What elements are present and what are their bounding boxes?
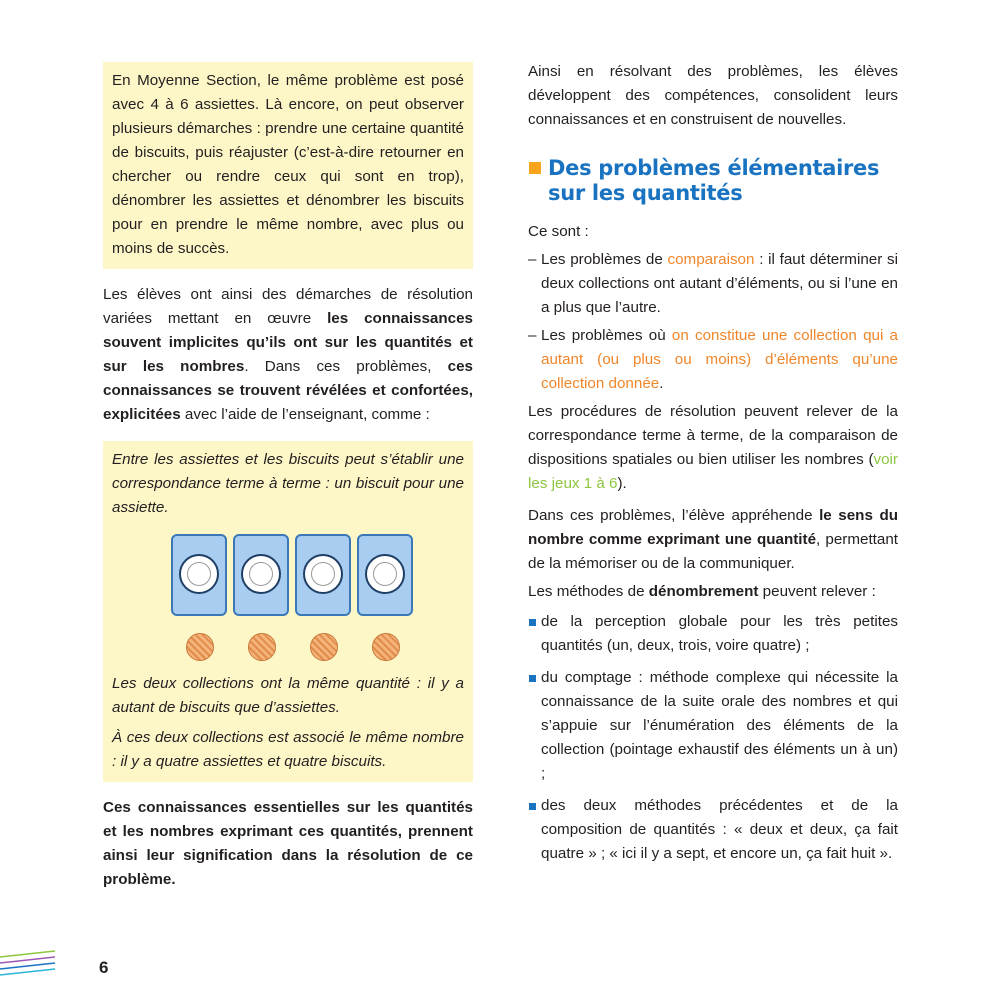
bullet-perception: de la perception globale pour les très petites quantités (un, deux, trois, voire quatre) ; (528, 610, 898, 658)
decorative-lines (0, 945, 60, 985)
example-box (103, 441, 473, 782)
highlight-comparaison: comparaison (667, 251, 755, 268)
square-bullet-icon (529, 803, 536, 810)
plate-card (171, 534, 227, 616)
square-bullet-icon (529, 675, 536, 682)
paragraph-methodes: Les méthodes de dénombrement peuvent relever : (528, 583, 876, 600)
box-text: En Moyenne Section, le même problème est posé avec 4 à 6 assiettes. Là encore, on peut observer plusieurs démarches : prendre une certaine quantité de biscuits, puis réajuster (c’est-à-dire retourner en chercher ou rendre ceux qui sont en trop), dénombrer les assiettes et dénombrer les biscuits pour en prendre le même nombre, avec plus ou moins de succès. (112, 72, 464, 257)
bullet-comptage: du comptage : méthode complexe qui nécessite la connaissance de la suite orale des nombres et qui s’appuie sur l’énumération des éléments de la collection (pointage exhaustif des éléments un à un) ; (528, 666, 898, 786)
heading-line-1: Des problèmes élémentaires (548, 156, 880, 180)
section-heading (528, 156, 898, 206)
list-item-comparaison: – Les problèmes de comparaison : il faut déterminer si deux collections ont autant d’éléments, ou si l’une en a plus que l’autre. (528, 248, 898, 320)
example-intro: Entre les assiettes et les biscuits peut s’établir une correspondance terme à terme : un biscuit pour une assiette. (112, 451, 464, 516)
paragraph-sens-nombre: Dans ces problèmes, l’élève appréhende le sens du nombre comme exprimant une quantité, permettant de la mémoriser ou de la communiquer. (528, 507, 899, 572)
plate-icon (303, 554, 343, 594)
square-bullet-icon (529, 619, 536, 626)
paragraph-procedures: Les procédures de résolution peuvent relever de la correspondance terme à terme, de la comparaison de dispositions spatiales ou bien utiliser les nombres (voir les jeux 1 à 6). (528, 403, 898, 492)
page-number: 6 (99, 958, 109, 977)
bold-connaissances: les connaissances souvent implicites qu’ils ont sur les quantités et sur les nombres (103, 310, 473, 375)
biscuit-icon (310, 633, 338, 661)
paragraph-demarches: Les élèves ont ainsi des démarches de résolution variées mettant en œuvre les connaissances souvent implicites qu’ils ont sur les quantités et sur les nombres. Dans ces problèmes, ces connaissances se trouvent révélées et confortées, explicitées avec l’aide de l’enseignant, comme : (103, 286, 473, 423)
bold-sens-nombre: le sens du nombre comme exprimant une quantité (528, 507, 899, 548)
example-same-quantity: Les deux collections ont la même quantité : il y a autant de biscuits que d’assiettes. (112, 675, 464, 716)
info-box-moyenne-section (103, 62, 473, 269)
right-column (528, 60, 898, 866)
bold-revelees: ces connaissances se trouvent révélées et confortées, explicitées (103, 358, 473, 423)
link-voir-jeux[interactable]: voir les jeux 1 à 6 (528, 451, 898, 492)
plate-card (295, 534, 351, 616)
paragraph-conclusion: Ces connaissances essentielles sur les quantités et les nombres exprimant ces quantités, prennent ainsi leur signification dans la résolution de ce problème. (103, 799, 473, 888)
biscuit-icon (248, 633, 276, 661)
example-same-number: À ces deux collections est associé le même nombre : il y a quatre assiettes et quatre biscuits. (112, 729, 464, 770)
bullet-composition: des deux méthodes précédentes et de la composition de quantités : « deux et deux, ça fait quatre » ; « ici il y a sept, et encore un, ça fait huit ». (528, 794, 898, 866)
biscuit-icon (186, 633, 214, 661)
paragraph-intro: Ainsi en résolvant des problèmes, les élèves développent des compétences, consolident leurs connaissances et en construisent de nouvelles. (528, 63, 898, 128)
list-item-collection: – Les problèmes où on constitue une collection qui a autant (ou plus ou moins) d’éléments qu’une collection donnée. (528, 324, 898, 396)
bold-denombrement: dénombrement (648, 583, 759, 600)
biscuit-icon (372, 633, 400, 661)
square-bullet-icon (529, 162, 541, 174)
heading-line-2: sur les quantités (548, 181, 743, 205)
plate-icon (241, 554, 281, 594)
plate-icon (365, 554, 405, 594)
plate-card (233, 534, 289, 616)
ce-sont: Ce sont : (528, 223, 589, 240)
highlight-collection: on constitue une collection qui a autant (ou plus ou moins) d’éléments qu’une collection donnée (541, 327, 899, 392)
plates-biscuits-illustration (171, 534, 421, 666)
left-column (103, 62, 473, 892)
plate-card (357, 534, 413, 616)
plate-icon (179, 554, 219, 594)
dash-icon: – (528, 251, 537, 268)
dash-icon: – (528, 327, 537, 344)
